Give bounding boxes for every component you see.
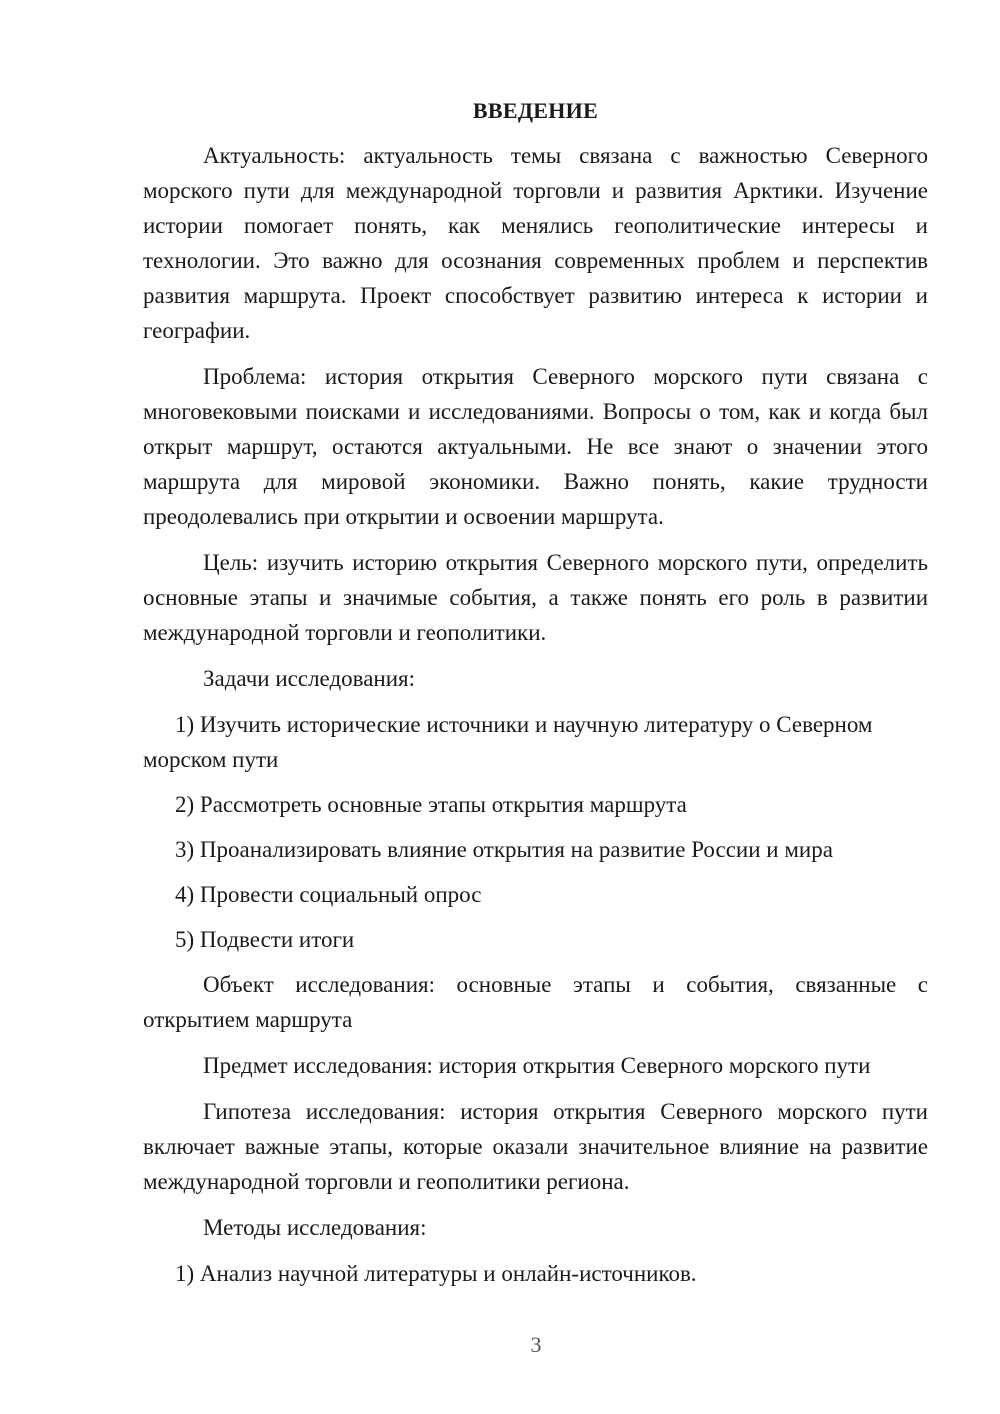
task-item: 3) Проанализировать влияние открытия на развитие России и мира	[175, 837, 833, 862]
section-title: ВВЕДЕНИЕ	[472, 98, 599, 123]
task-item: 5) Подвести итоги	[175, 927, 355, 952]
object-paragraph: Объект исследования: основные этапы и события, связанные с открытием маршрута	[143, 972, 928, 1032]
problem-paragraph: Проблема: история открытия Северного морского пути связана с многовековыми поисками и исследованиями. Вопросы о том, как и когда был открыт маршрут, остаются актуальными. Не все знают о значении этого маршрута для мировой экономики. Важно понять, какие трудности преодолевались при открытии и освоении маршрута.	[143, 364, 928, 529]
page-number: 3	[530, 1332, 542, 1357]
subject-paragraph: Предмет исследования: история открытия Северного морского пути	[203, 1053, 871, 1078]
task-item: 2) Рассмотреть основные этапы открытия маршрута	[175, 792, 687, 817]
goal-paragraph: Цель: изучить историю открытия Северного морского пути, определить основные этапы и значимые события, а также понять его роль в развитии международной торговли и геополитики.	[143, 550, 928, 645]
hypothesis-paragraph: Гипотеза исследования: история открытия Северного морского пути включает важные этапы, которые оказали значительное влияние на развитие международной торговли и геополитики региона.	[143, 1099, 928, 1194]
relevance-paragraph: Актуальность: актуальность темы связана с важностью Северного морского пути для международной торговли и развития Арктики. Изучение истории помогает понять, как менялись геополитические интересы и технологии. Это важно для осознания современных проблем и перспектив развития маршрута. Проект способствует развитию интереса к истории и географии.	[143, 143, 928, 343]
method-item: 1) Анализ научной литературы и онлайн-источников.	[175, 1261, 697, 1286]
task-item: 4) Провести социальный опрос	[175, 882, 482, 907]
methods-heading: Методы исследования:	[203, 1215, 427, 1240]
document-page	[143, 94, 928, 1301]
task-item: 1) Изучить исторические источники и научную литературу о Северном морском пути	[143, 712, 873, 772]
tasks-heading: Задачи исследования:	[203, 666, 416, 691]
